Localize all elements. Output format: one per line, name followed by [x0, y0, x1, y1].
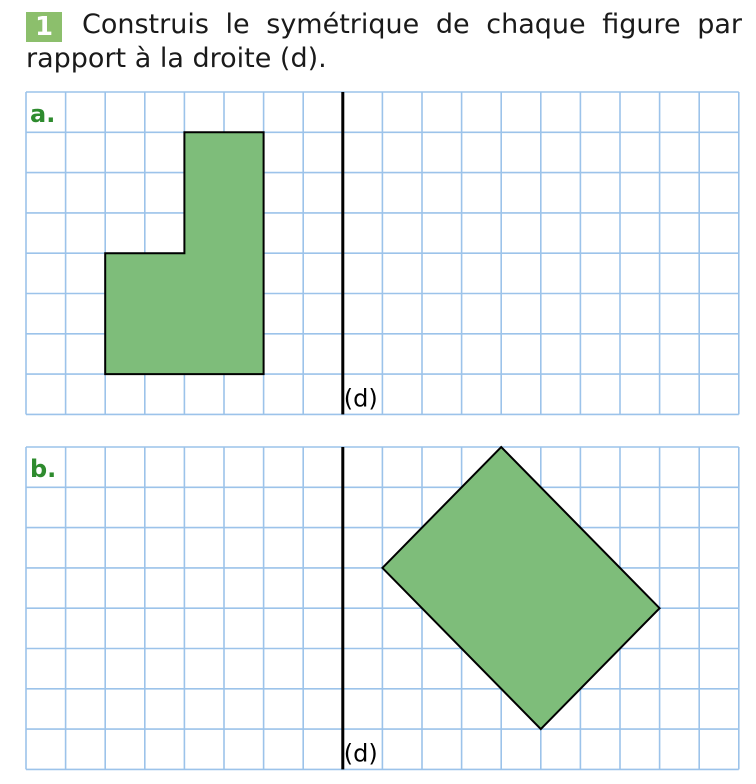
panel-label: b.: [30, 455, 57, 483]
axis-label: (d): [343, 384, 378, 413]
axis-label: (d): [343, 739, 378, 768]
panel-label: a.: [30, 100, 56, 128]
panel-b: [26, 447, 739, 769]
figure-shape: [105, 132, 263, 374]
panel-a: [26, 92, 739, 414]
instruction-text: Construis le symétrique de chaque figure par rapport à la droite (d).: [26, 9, 742, 74]
figure-shape: [382, 447, 659, 729]
exercise-number-badge: 1: [26, 12, 62, 42]
